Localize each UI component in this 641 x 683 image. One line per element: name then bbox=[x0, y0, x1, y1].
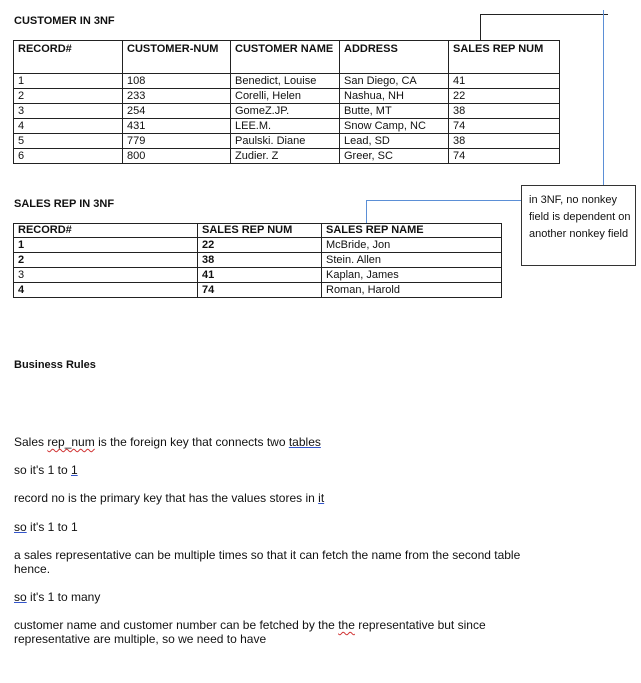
rule-paragraph-5: a sales representative can be multiple times so that it can fetch the name from the second table hence. bbox=[14, 548, 521, 576]
blue-connector-vertical-right bbox=[603, 10, 604, 185]
cell: McBride, Jon bbox=[322, 238, 502, 253]
col-sales-rep-num: SALES REP NUM bbox=[198, 224, 322, 238]
col-sales-rep-name: SALES REP NAME bbox=[322, 224, 502, 238]
cell: Nashua, NH bbox=[340, 89, 449, 104]
cell: San Diego, CA bbox=[340, 74, 449, 89]
callout-note: in 3NF, no nonkey field is dependent on another nonkey field bbox=[521, 185, 636, 266]
rule-paragraph-4 bbox=[14, 520, 554, 534]
business-rules-heading: Business Rules bbox=[14, 359, 96, 371]
col-customer-name: CUSTOMER NAME bbox=[231, 41, 340, 74]
cell: 74 bbox=[449, 119, 560, 134]
cell: Corelli, Helen bbox=[231, 89, 340, 104]
cell: Greer, SC bbox=[340, 149, 449, 164]
table-row bbox=[14, 89, 560, 104]
customer-table-body bbox=[14, 74, 560, 164]
cell: Paulski. Diane bbox=[231, 134, 340, 149]
col-customer-num: CUSTOMER-NUM bbox=[123, 41, 231, 74]
cell: Zudier. Z bbox=[231, 149, 340, 164]
rule-paragraph-1 bbox=[14, 435, 554, 449]
text: so it's 1 to bbox=[14, 463, 71, 477]
table-row bbox=[14, 104, 560, 119]
connector-line-vertical bbox=[480, 14, 481, 41]
text: the bbox=[338, 618, 355, 632]
table-row bbox=[14, 253, 502, 268]
cell: 41 bbox=[198, 268, 322, 283]
table-row bbox=[14, 134, 560, 149]
salesrep-table-body bbox=[14, 238, 502, 298]
rule-paragraph-2 bbox=[14, 463, 554, 477]
cell: 1 bbox=[14, 74, 123, 89]
col-address: ADDRESS bbox=[340, 41, 449, 74]
connector-line-horizontal bbox=[480, 14, 608, 15]
cell: Benedict, Louise bbox=[231, 74, 340, 89]
text: it's 1 to many bbox=[26, 590, 101, 604]
cell: 5 bbox=[14, 134, 123, 149]
cell: 3 bbox=[14, 104, 123, 119]
cell: GomeZ.JP. bbox=[231, 104, 340, 119]
cell: 800 bbox=[123, 149, 231, 164]
salesrep-table-heading: SALES REP IN 3NF bbox=[14, 198, 115, 210]
cell: Butte, MT bbox=[340, 104, 449, 119]
cell: 779 bbox=[123, 134, 231, 149]
cell: 38 bbox=[449, 104, 560, 119]
cell: 38 bbox=[449, 134, 560, 149]
rule-paragraph-6 bbox=[14, 590, 554, 604]
cell: LEE.M. bbox=[231, 119, 340, 134]
text: so bbox=[14, 590, 27, 604]
rule-paragraph-3 bbox=[14, 491, 554, 505]
cell: 2 bbox=[14, 89, 123, 104]
cell: 1 bbox=[14, 238, 198, 253]
salesrep-table bbox=[13, 223, 502, 298]
cell: Lead, SD bbox=[340, 134, 449, 149]
cell: 108 bbox=[123, 74, 231, 89]
cell: 41 bbox=[449, 74, 560, 89]
cell: 233 bbox=[123, 89, 231, 104]
cell: 4 bbox=[14, 283, 198, 298]
text: it's 1 to 1 bbox=[26, 520, 78, 534]
table-row bbox=[14, 283, 502, 298]
cell: 38 bbox=[198, 253, 322, 268]
text: record no is the primary key that has the values stores in bbox=[14, 491, 319, 505]
cell: Snow Camp, NC bbox=[340, 119, 449, 134]
text: Sales bbox=[14, 435, 48, 449]
table-row bbox=[14, 268, 502, 283]
cell: 74 bbox=[449, 149, 560, 164]
table-row bbox=[14, 74, 560, 89]
cell: 3 bbox=[14, 268, 198, 283]
cell: 22 bbox=[449, 89, 560, 104]
customer-table-heading: CUSTOMER IN 3NF bbox=[14, 15, 115, 27]
cell: 22 bbox=[198, 238, 322, 253]
text: rep_num bbox=[47, 435, 95, 449]
blue-connector-horizontal bbox=[366, 200, 521, 201]
customer-table bbox=[13, 40, 560, 164]
table-row bbox=[14, 238, 502, 253]
cell: Kaplan, James bbox=[322, 268, 502, 283]
cell: 6 bbox=[14, 149, 123, 164]
cell: Roman, Harold bbox=[322, 283, 502, 298]
col-record: RECORD# bbox=[14, 41, 123, 74]
table-row bbox=[14, 119, 560, 134]
table-row bbox=[14, 149, 560, 164]
cell: 431 bbox=[123, 119, 231, 134]
col-record: RECORD# bbox=[14, 224, 198, 238]
rule-paragraph-7 bbox=[14, 618, 514, 646]
text: tables bbox=[288, 435, 321, 449]
text: is the foreign key that connects two bbox=[94, 435, 289, 449]
cell: 254 bbox=[123, 104, 231, 119]
text: so bbox=[14, 520, 27, 534]
text: 1 bbox=[70, 463, 78, 477]
text: representative but since representative are multiple, so we need to have bbox=[14, 618, 486, 646]
cell: Stein. Allen bbox=[322, 253, 502, 268]
text: customer name and customer number can be fetched by the bbox=[14, 618, 339, 632]
salesrep-table-header-row bbox=[14, 224, 502, 238]
cell: 4 bbox=[14, 119, 123, 134]
customer-table-header-row bbox=[14, 41, 560, 74]
blue-connector-vertical-left bbox=[366, 200, 367, 224]
text: it bbox=[318, 491, 325, 505]
col-sales-rep-num: SALES REP NUM bbox=[449, 41, 560, 74]
cell: 74 bbox=[198, 283, 322, 298]
cell: 2 bbox=[14, 253, 198, 268]
